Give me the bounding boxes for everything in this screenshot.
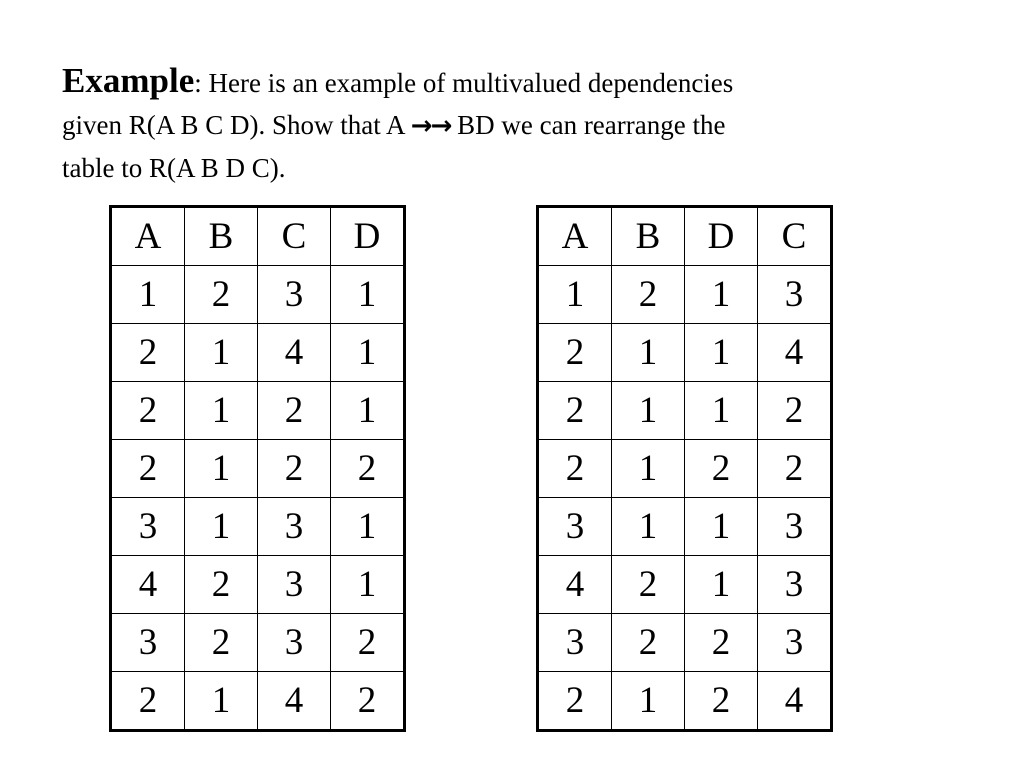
text-line-3: table to R(A B D C). xyxy=(62,153,286,183)
table-cell: 1 xyxy=(612,324,685,382)
example-label: Example xyxy=(62,61,195,100)
table-cell: 1 xyxy=(685,382,758,440)
table-cell: 3 xyxy=(258,498,331,556)
table-cell: 2 xyxy=(538,440,612,498)
table-cell: 4 xyxy=(758,672,832,731)
table-abdc xyxy=(536,205,833,732)
table-cell: 2 xyxy=(538,672,612,731)
table-row xyxy=(538,672,832,731)
header-cell: C xyxy=(258,207,331,266)
header-cell: A xyxy=(111,207,185,266)
table-cell: 3 xyxy=(258,266,331,324)
table-cell: 2 xyxy=(758,440,832,498)
double-arrow-icon: →→ xyxy=(410,111,451,141)
table-cell: 3 xyxy=(538,498,612,556)
table-cell: 2 xyxy=(111,382,185,440)
table-cell: 2 xyxy=(111,324,185,382)
table-row xyxy=(538,440,832,498)
table-cell: 1 xyxy=(538,266,612,324)
table-cell: 1 xyxy=(331,266,405,324)
table-row xyxy=(111,382,405,440)
table-cell: 4 xyxy=(258,324,331,382)
table-cell: 1 xyxy=(331,556,405,614)
table-cell: 1 xyxy=(612,440,685,498)
table-cell: 2 xyxy=(612,556,685,614)
text-line-1-body: Here is an example of multivalued dependencies xyxy=(208,68,734,98)
table-cell: 3 xyxy=(758,614,832,672)
table-cell: 4 xyxy=(111,556,185,614)
table-cell: 1 xyxy=(331,498,405,556)
table-cell: 2 xyxy=(331,672,405,731)
table-cell: 1 xyxy=(331,324,405,382)
table-cell: 3 xyxy=(758,556,832,614)
table-cell: 3 xyxy=(111,614,185,672)
table-row xyxy=(538,498,832,556)
table-cell: 2 xyxy=(685,672,758,731)
table-cell: 2 xyxy=(331,614,405,672)
header-cell: D xyxy=(331,207,405,266)
table-cell: 2 xyxy=(111,672,185,731)
table-cell: 1 xyxy=(111,266,185,324)
table-cell: 4 xyxy=(258,672,331,731)
table-row xyxy=(538,614,832,672)
table-cell: 1 xyxy=(685,324,758,382)
text-line-2-before: given R(A B C D). Show that A xyxy=(62,110,411,140)
table-cell: 1 xyxy=(685,498,758,556)
header-cell: D xyxy=(685,207,758,266)
text-line-1 xyxy=(62,60,962,104)
table-cell: 4 xyxy=(758,324,832,382)
table-row xyxy=(111,266,405,324)
table-cell: 3 xyxy=(111,498,185,556)
table-cell: 1 xyxy=(685,556,758,614)
table-cell: 3 xyxy=(758,498,832,556)
slide-text xyxy=(62,60,962,189)
separator: : xyxy=(194,68,209,98)
table-cell: 1 xyxy=(612,382,685,440)
text-line-2 xyxy=(62,104,962,147)
table-row xyxy=(111,440,405,498)
table-cell: 3 xyxy=(758,266,832,324)
table-row xyxy=(538,266,832,324)
table-cell: 2 xyxy=(258,440,331,498)
table-cell: 3 xyxy=(538,614,612,672)
table-row xyxy=(111,498,405,556)
table-row xyxy=(538,382,832,440)
header-row xyxy=(538,207,832,266)
header-cell: B xyxy=(612,207,685,266)
table-cell: 2 xyxy=(185,266,258,324)
table-cell: 2 xyxy=(685,614,758,672)
table-cell: 2 xyxy=(331,440,405,498)
table-cell: 2 xyxy=(111,440,185,498)
table-abcd xyxy=(109,205,406,732)
table-cell: 2 xyxy=(538,382,612,440)
table-cell: 2 xyxy=(258,382,331,440)
text-line-2-after: BD we can rearrange the xyxy=(450,110,726,140)
table-row xyxy=(111,324,405,382)
table-cell: 4 xyxy=(538,556,612,614)
table-cell: 1 xyxy=(612,672,685,731)
table-row xyxy=(111,556,405,614)
table-cell: 1 xyxy=(185,382,258,440)
header-cell: A xyxy=(538,207,612,266)
table-cell: 2 xyxy=(612,266,685,324)
table-row xyxy=(538,556,832,614)
table-cell: 1 xyxy=(185,324,258,382)
table-row xyxy=(538,324,832,382)
table-cell: 3 xyxy=(258,614,331,672)
header-row xyxy=(111,207,405,266)
table-cell: 1 xyxy=(185,440,258,498)
header-cell: B xyxy=(185,207,258,266)
table-cell: 1 xyxy=(331,382,405,440)
table-cell: 2 xyxy=(758,382,832,440)
table-row xyxy=(111,672,405,731)
table-cell: 1 xyxy=(612,498,685,556)
table-cell: 1 xyxy=(185,498,258,556)
table-cell: 2 xyxy=(185,614,258,672)
table-cell: 3 xyxy=(258,556,331,614)
table-cell: 1 xyxy=(185,672,258,731)
table-row xyxy=(111,614,405,672)
table-cell: 2 xyxy=(538,324,612,382)
header-cell: C xyxy=(758,207,832,266)
table-cell: 1 xyxy=(685,266,758,324)
table-cell: 2 xyxy=(185,556,258,614)
table-cell: 2 xyxy=(612,614,685,672)
table-cell: 2 xyxy=(685,440,758,498)
